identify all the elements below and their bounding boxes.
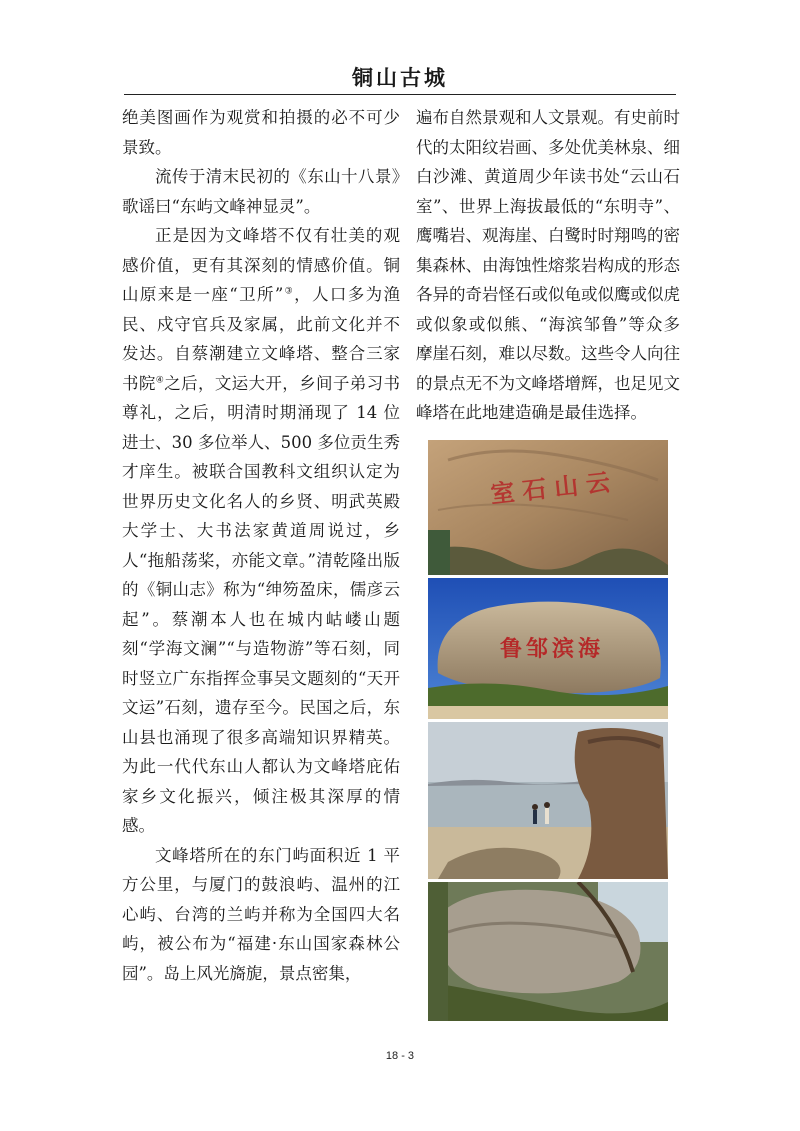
- rock-inscription: 海滨邹鲁: [500, 636, 605, 662]
- photo-seaside-rocks: [428, 722, 668, 879]
- footnote-ref: ③: [283, 286, 295, 297]
- page-number: 18 - 3: [385, 1050, 415, 1062]
- paragraph-dongmen-island: 文峰塔所在的东门屿面积近 1 平方公里，与厦门的鼓浪屿、温州的江心屿、台湾的兰屿并称为全国四大名屿，被公布为“福建·东山国家森林公园”。岛上风光旖旎，景点密集，: [122, 845, 400, 983]
- paragraph-ballad: 流传于清末民初的《东山十八景》歌谣曰“东屿文峰神显灵”。: [122, 167, 400, 216]
- page-header-title: 铜山古城: [352, 66, 448, 90]
- photo-inscribed-rock-haibin: [428, 578, 668, 719]
- photo-boulder-forest: [428, 882, 668, 1021]
- photo-stack: [428, 440, 668, 1024]
- paragraph-text-part: 之后，文运大开，乡间子弟习书尊礼，之后，明清时期涌现了 14 位进士、30 多位举人、500 多位贡生秀才庠生。被联合国教科文组织认定为世界历史文化名人的乡贤、明武英殿大学士、大书法家黄道周说过，乡人“拖船荡桨，亦能文章。”清乾隆出版的《铜山志》称为“绅笏盈床，儒彦云起”。蔡潮本人也在城内岵嵝山题刻“学海文澜”“与造物游”等石刻，同时竖立广东指挥佥事吴文题刻的“天开文运”石刻，遗存至今。民国之后，东山县也涌现了很多高端知识界精英。为此一代代东山人都认为文峰塔庇佑家乡文化振兴，倾注极其深厚的情感。: [122, 373, 401, 835]
- paragraph-text-part: 正是因为文峰塔不仅有壮美的观感价值，更有其深刻的情感价值。铜山原来是一座“卫所”: [122, 226, 400, 304]
- paragraph-cultural-value: [122, 221, 400, 841]
- left-text-column: [122, 103, 400, 988]
- rock-inscription: 云山石室: [489, 466, 620, 509]
- footnote-ref: ④: [155, 375, 165, 385]
- right-text-column: [416, 103, 680, 428]
- photo-inscribed-rock-yunshan: [428, 440, 668, 575]
- paragraph-text-part: ，人口多为渔民、戍守官兵及家属，此前文化并不发达。自蔡潮建立文峰塔、整合三家书院: [122, 285, 400, 393]
- header-divider: [124, 94, 676, 95]
- paragraph-continued: 绝美图画作为观赏和拍摄的必不可少景致。: [122, 108, 400, 157]
- paragraph-scenic-spots: 遍布自然景观和人文景观。有史前时代的太阳纹岩画、多处优美林泉、细白沙滩、黄道周少年读书处“云山石室”、世界上海拔最低的“东明寺”、鹰嘴岩、观海崖、白鹭时时翔鸣的密集森林、由海蚀性熔浆岩构成的形态各异的奇岩怪石或似龟或似鹰或似虎或似象或似熊、“海滨邹鲁”等众多摩崖石刻，难以尽数。这些令人向往的景点无不为文峰塔增辉，也足见文峰塔在此地建造确是最佳选择。: [416, 108, 680, 422]
